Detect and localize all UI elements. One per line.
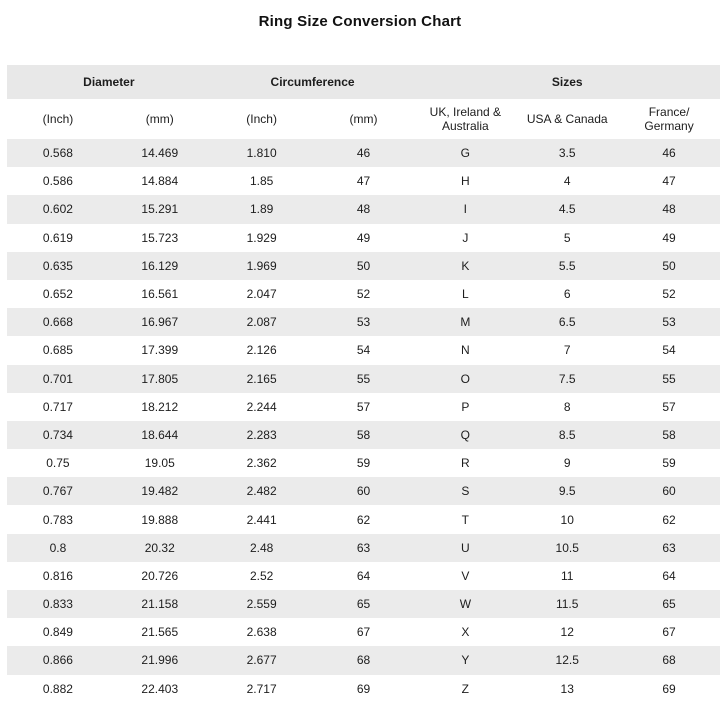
page-title: Ring Size Conversion Chart: [258, 13, 462, 30]
table-cell: 10.5: [555, 540, 579, 555]
group-header-diameter: Diameter: [83, 75, 135, 89]
table-cell: 19.888: [141, 512, 179, 527]
table-cell: 6: [563, 287, 571, 302]
table-cell: 52: [662, 287, 676, 302]
group-header-sizes: Sizes: [551, 75, 583, 89]
table-row: [7, 477, 720, 505]
table-cell: 68: [662, 653, 676, 668]
table-cell: O: [460, 371, 471, 386]
table-cell: 0.652: [42, 287, 73, 302]
table-cell: M: [460, 315, 471, 330]
table-cell: J: [462, 230, 469, 245]
table-cell: Z: [461, 681, 470, 696]
table-cell: 2.559: [246, 597, 277, 612]
table-cell: 19.482: [141, 484, 179, 499]
table-cell: I: [463, 202, 468, 217]
table-cell: 67: [356, 625, 371, 640]
column-header-inch: (Inch): [246, 112, 277, 126]
table-cell: 4.5: [558, 202, 576, 217]
table-cell: 0.568: [42, 146, 73, 161]
table-cell: 7.5: [558, 371, 576, 386]
table-cell: 55: [356, 371, 371, 386]
table-cell: W: [459, 597, 472, 612]
table-cell: 16.561: [141, 287, 179, 302]
table-cell: 2.047: [246, 287, 277, 302]
table-cell: 17.805: [141, 371, 179, 386]
table-cell: 67: [662, 625, 676, 640]
table-cell: 21.565: [141, 625, 179, 640]
column-header-mm: (mm): [349, 112, 378, 126]
table-cell: 13: [560, 681, 574, 696]
table-cell: 11: [560, 568, 574, 583]
table-cell: 15.291: [141, 202, 179, 217]
table-row: [7, 365, 720, 393]
table-cell: 2.362: [246, 456, 277, 471]
table-row: [7, 167, 720, 195]
table-cell: 0.849: [42, 625, 73, 640]
table-row: [7, 562, 720, 590]
table-cell: 60: [662, 484, 676, 499]
table-cell: S: [461, 484, 470, 499]
table-row: [7, 139, 720, 167]
table-row: [7, 421, 720, 449]
table-cell: 65: [662, 597, 676, 612]
table-cell: 62: [356, 512, 371, 527]
table-cell: 9: [563, 456, 571, 471]
table-cell: 1.810: [246, 146, 277, 161]
table-cell: 5: [563, 230, 571, 245]
table-cell: 14.469: [141, 146, 179, 161]
table-cell: L: [462, 287, 469, 302]
table-cell: 50: [662, 258, 676, 273]
table-cell: 0.586: [42, 174, 73, 189]
table-cell: 2.087: [246, 315, 277, 330]
table-cell: 60: [356, 484, 371, 499]
table-cell: 58: [356, 427, 371, 442]
table-cell: 12: [560, 625, 574, 640]
table-cell: 18.212: [141, 399, 179, 414]
table-cell: 2.717: [246, 681, 277, 696]
table-row: [7, 449, 720, 477]
table-row: [7, 280, 720, 308]
table-cell: 69: [356, 681, 371, 696]
ring-size-conversion-table: [7, 65, 720, 703]
table-cell: 19.05: [144, 456, 175, 471]
group-header-circumference: Circumference: [270, 75, 355, 89]
table-cell: 54: [662, 343, 676, 358]
table-cell: 0.734: [42, 427, 73, 442]
table-cell: R: [461, 456, 470, 471]
column-header-usa-canada: USA & Canada: [526, 112, 608, 126]
table-cell: 2.48: [249, 540, 274, 555]
table-cell: 68: [356, 653, 371, 668]
table-cell: 47: [662, 174, 676, 189]
table-cell: 57: [662, 399, 676, 414]
table-row: [7, 393, 720, 421]
table-cell: 17.399: [141, 343, 179, 358]
table-cell: 11.5: [555, 597, 579, 612]
table-cell: 46: [662, 146, 676, 161]
table-cell: 0.668: [42, 315, 73, 330]
table-row: [7, 590, 720, 618]
table-cell: 2.165: [246, 371, 277, 386]
table-row: [7, 224, 720, 252]
table-cell: X: [461, 625, 470, 640]
table-cell: 12.5: [555, 653, 579, 668]
table-cell: 0.882: [42, 681, 73, 696]
table-row: [7, 195, 720, 223]
table-cell: 1.929: [246, 230, 277, 245]
table-cell: 52: [356, 287, 371, 302]
group-header-row: [7, 65, 720, 99]
table-cell: 54: [356, 343, 371, 358]
column-header-inch: (Inch): [42, 112, 74, 126]
table-cell: 2.677: [246, 653, 277, 668]
table-cell: 46: [356, 146, 371, 161]
table-cell: 5.5: [558, 258, 576, 273]
table-cell: 15.723: [141, 230, 179, 245]
table-cell: 49: [662, 230, 676, 245]
table-cell: 20.32: [144, 540, 175, 555]
table-cell: 0.767: [42, 484, 73, 499]
table-cell: 48: [356, 202, 371, 217]
table-cell: 64: [662, 568, 676, 583]
table-cell: 1.85: [249, 174, 274, 189]
table-cell: 47: [356, 174, 371, 189]
table-cell: Y: [461, 653, 470, 668]
table-cell: P: [461, 399, 470, 414]
table-cell: 0.866: [42, 653, 73, 668]
table-cell: N: [461, 343, 470, 358]
table-cell: 2.441: [246, 512, 277, 527]
table-cell: 64: [356, 568, 371, 583]
table-row: [7, 646, 720, 674]
table-row: [7, 534, 720, 562]
table-cell: 7: [563, 343, 571, 358]
table-cell: 55: [662, 371, 676, 386]
table-cell: 0.816: [42, 568, 73, 583]
table-body: [7, 139, 720, 703]
table-cell: 57: [356, 399, 371, 414]
table-cell: 0.701: [42, 371, 73, 386]
table-cell: 18.644: [141, 427, 179, 442]
table-cell: 48: [662, 202, 676, 217]
table-cell: U: [461, 540, 470, 555]
table-cell: Q: [460, 427, 471, 442]
table-cell: 65: [356, 597, 371, 612]
table-row: [7, 252, 720, 280]
table-cell: 0.783: [42, 512, 73, 527]
table-cell: H: [461, 174, 470, 189]
table-cell: 3.5: [558, 146, 576, 161]
table-cell: 50: [356, 258, 371, 273]
table-cell: 2.52: [249, 568, 274, 583]
table-cell: 2.126: [246, 343, 277, 358]
table-cell: 6.5: [558, 315, 576, 330]
table-cell: 0.717: [42, 399, 73, 414]
table-cell: 0.619: [42, 230, 73, 245]
table-cell: 49: [356, 230, 371, 245]
table-cell: 22.403: [141, 681, 179, 696]
table-cell: V: [461, 568, 470, 583]
table-cell: 2.283: [246, 427, 277, 442]
table-cell: K: [461, 258, 470, 273]
column-header-mm: (mm): [145, 112, 174, 126]
table-cell: 21.158: [141, 597, 179, 612]
table-row: [7, 336, 720, 364]
table-cell: 8.5: [558, 427, 576, 442]
table-cell: 59: [356, 456, 371, 471]
table-cell: 9.5: [558, 484, 576, 499]
table-cell: 0.8: [49, 540, 67, 555]
table-cell: 16.967: [141, 315, 179, 330]
table-cell: 63: [356, 540, 371, 555]
column-header-uk-ireland-australia: UK, Ireland & Australia: [429, 105, 502, 133]
table-cell: 58: [662, 427, 676, 442]
table-cell: 2.638: [246, 625, 277, 640]
table-cell: 0.602: [42, 202, 73, 217]
table-cell: 53: [356, 315, 371, 330]
table-cell: 2.244: [246, 399, 277, 414]
table-cell: 14.884: [141, 174, 179, 189]
table-row: [7, 675, 720, 703]
table-row: [7, 308, 720, 336]
column-header-france-germany: France/ Germany: [644, 105, 694, 133]
table-row: [7, 618, 720, 646]
table-cell: 53: [662, 315, 676, 330]
table-cell: 1.969: [246, 258, 277, 273]
table-cell: 21.996: [141, 653, 179, 668]
table-cell: 16.129: [141, 258, 179, 273]
table-cell: 4: [563, 174, 571, 189]
table-cell: G: [460, 146, 471, 161]
table-cell: 10: [560, 512, 574, 527]
table-cell: 1.89: [249, 202, 274, 217]
table-cell: 2.482: [246, 484, 277, 499]
table-cell: 0.833: [42, 597, 73, 612]
table-cell: 0.75: [46, 456, 70, 471]
table-row: [7, 505, 720, 533]
table-cell: 0.635: [42, 258, 73, 273]
table-cell: 8: [563, 399, 571, 414]
table-cell: 69: [662, 681, 676, 696]
table-cell: 59: [662, 456, 676, 471]
table-cell: 0.685: [42, 343, 73, 358]
table-cell: 62: [662, 512, 676, 527]
table-cell: T: [461, 512, 470, 527]
table-cell: 63: [662, 540, 676, 555]
column-header-row: [7, 99, 720, 139]
table-cell: 20.726: [141, 568, 179, 583]
